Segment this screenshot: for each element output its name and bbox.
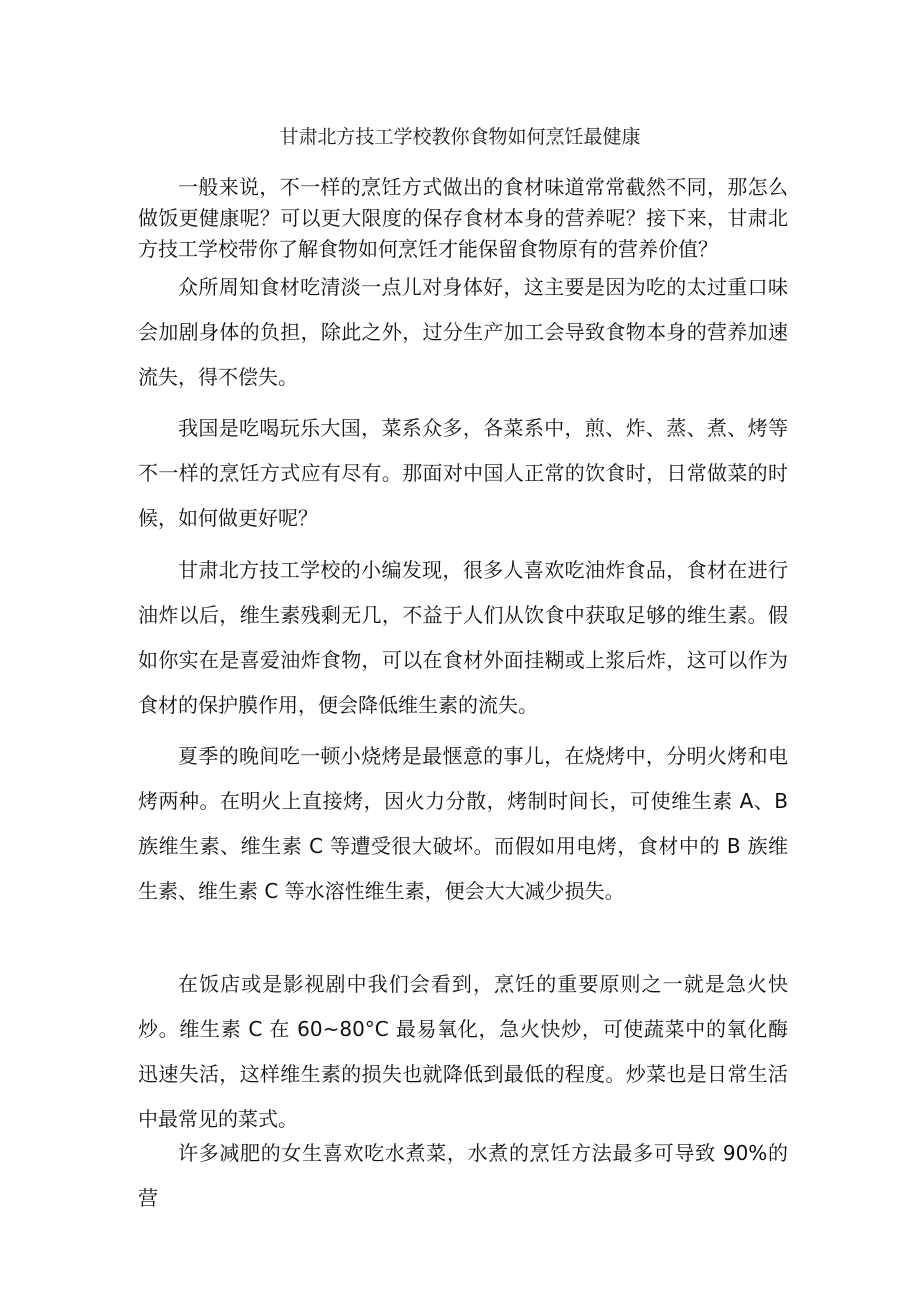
paragraph-frying: 甘肃北方技工学校的小编发现，很多人喜欢吃油炸食品，食材在进行油炸以后，维生素残剩无几，不益于人们从饮食中获取足够的维生素。假如你实在是喜爱油炸食物，可以在食材外面挂糊或上浆后炸，这可以作为食材的保护膜作用，便会降低维生素的流失。 [138,558,788,717]
paragraph-light-eating: 众所周知食材吃清淡一点儿对身体好，这主要是因为吃的太过重口味会加剧身体的负担，除此之外，过分生产加工会导致食物本身的营养加速流失，得不偿失。 [138,275,788,389]
paragraph-barbecue: 夏季的晚间吃一顿小烧烤是最惬意的事儿，在烧烤中，分明火烤和电烤两种。在明火上直接烤，因火力分散，烤制时间长，可使维生素 A、B 族维生素、维生素 C 等遭受很大破坏。而假如用电烤，食材中的 B 族维生素、维生素 C 等水溶性维生素，便会大大减少损失。 [138,744,788,903]
paragraph-boiling: 许多减肥的女生喜欢吃水煮菜，水煮的烹饪方法最多可导致 90%的营 [138,1141,788,1210]
document-title: 甘肃北方技工学校教你食物如何烹饪最健康 [279,126,641,148]
paragraph-cooking-methods: 我国是吃喝玩乐大国，菜系众多，各菜系中，煎、炸、蒸、煮、烤等不一样的烹饪方式应有尽有。那面对中国人正常的饮食时，日常做菜的时候，如何做更好呢？ [138,416,788,530]
paragraph-intro: 一般来说，不一样的烹饪方式做出的食材味道常常截然不同，那怎么做饭更健康呢？可以更大限度的保存食材本身的营养呢？接下来，甘肃北方技工学校带你了解食物如何烹饪才能保留食物原有的营养价值？ [138,175,788,261]
paragraph-stir-fry: 在饭店或是影视剧中我们会看到，烹饪的重要原则之一就是急火快炒。维生素 C 在 60~80°C 最易氧化，急火快炒，可使蔬菜中的氧化酶迅速失活，这样维生素的损失也就降低到最低的程度。炒菜也是日常生活中最常见的菜式。 [138,972,788,1131]
